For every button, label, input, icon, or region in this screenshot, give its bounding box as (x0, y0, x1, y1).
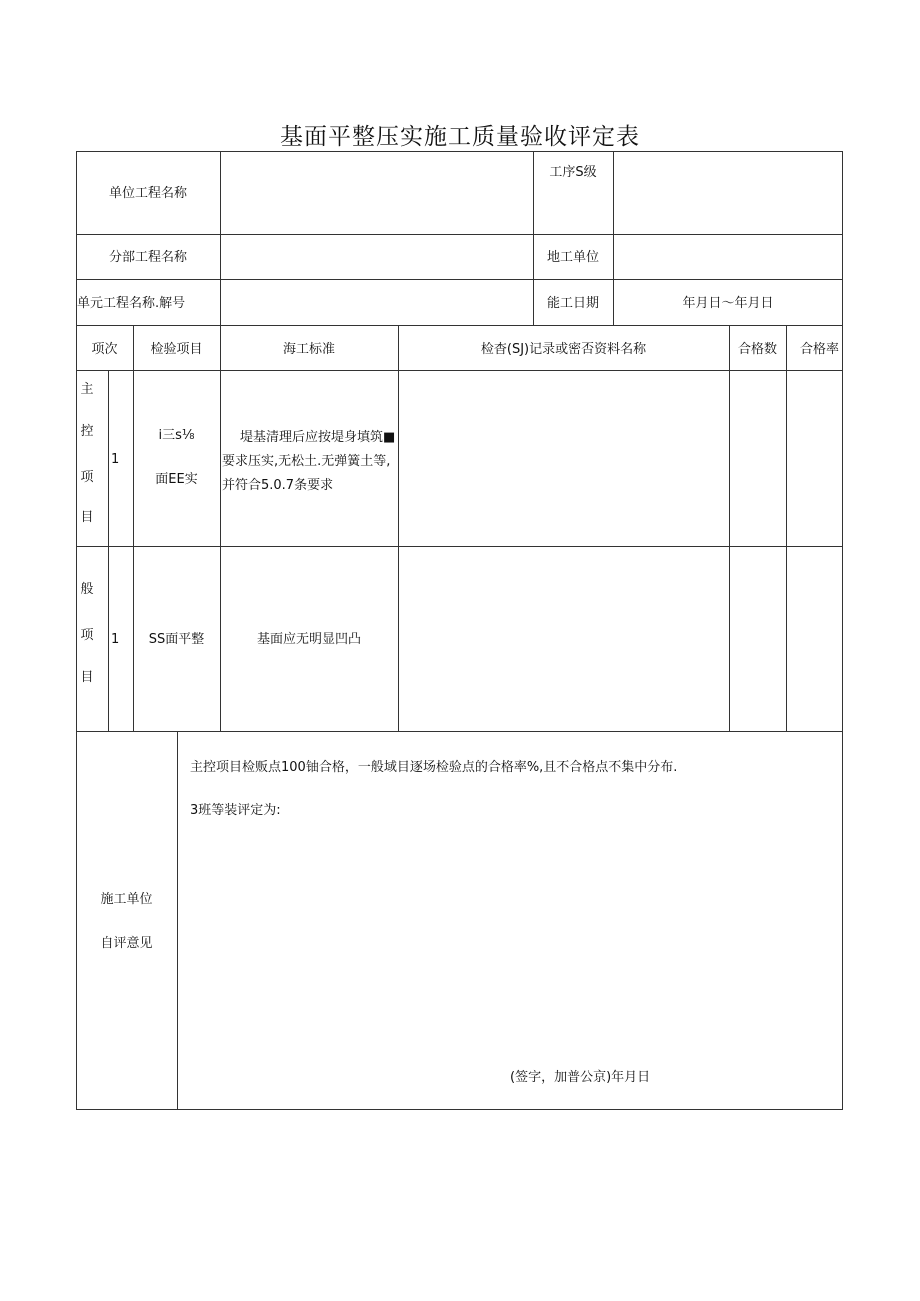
col-divider (220, 325, 221, 731)
construction-date-value: 年月日〜年月日 (682, 296, 774, 311)
self-assessment-text-line2: 3班等装评定为: (190, 803, 281, 818)
col-item-no: 项次 (91, 342, 118, 357)
main-control-char: 主 (80, 382, 94, 397)
main-control-char: 控 (80, 424, 94, 439)
row-divider (76, 279, 843, 280)
general-number: 1 (111, 632, 120, 647)
col-divider (220, 151, 221, 325)
main-control-number: 1 (111, 452, 120, 467)
general-standard: 基面应无明显凹凸 (256, 632, 361, 647)
main-control-item-line2: 面EE实 (155, 472, 198, 487)
main-control-char: 目 (80, 510, 94, 525)
unit-project-label: 单位工程名称 (108, 186, 187, 201)
construction-date-label: 能工日期 (546, 296, 599, 311)
col-record: 检杳(SJ)记录或密否资料名称 (480, 342, 647, 357)
general-item: SS面平整 (148, 632, 205, 647)
construction-unit-label: 地工单位 (546, 250, 599, 265)
row-divider (76, 731, 843, 732)
main-control-char: 项 (80, 470, 94, 485)
col-divider (398, 325, 399, 731)
col-inspection-item: 检验项目 (150, 342, 203, 357)
row-divider (76, 546, 843, 547)
page-title: 基面平整压实施工质量验收评定表 (280, 124, 640, 150)
col-quality-standard: 海工标准 (282, 342, 335, 357)
col-divider (729, 325, 730, 731)
main-control-standard-line2: 要求压实,无松土.无弹簧土等, (222, 454, 391, 469)
col-divider (133, 325, 134, 731)
main-control-item-line1: i三s⅛ (158, 428, 195, 443)
self-assessment-text-line1: 主控项目检贩点100铀合格，一般域目逐场检验点的合格率%,且不合格点不集中分布. (190, 760, 678, 775)
process-level-label: 工序S级 (549, 165, 597, 180)
col-pass-rate: 合格率 (800, 342, 840, 357)
row-divider (76, 325, 843, 326)
general-char: 目 (80, 670, 94, 685)
self-assessment-label-line2: 自评意见 (100, 936, 153, 951)
col-divider (108, 370, 109, 731)
general-char: 般 (80, 582, 94, 597)
general-char: 项 (80, 628, 94, 643)
row-divider (76, 234, 843, 235)
element-project-label: 单元工程名称.解号 (77, 296, 186, 311)
main-control-standard-line1: 堤基清理后应按堤身填筑■ (240, 430, 396, 445)
col-pass-count: 合格数 (737, 342, 777, 357)
form-table (76, 151, 843, 1110)
col-divider (177, 731, 178, 1110)
main-control-standard-line3: 并符合5.0.7条要求 (222, 478, 334, 493)
signature-line: (签字，加普公京)年月日 (510, 1070, 651, 1085)
col-divider (786, 325, 787, 731)
sub-project-label: 分部工程名称 (108, 250, 187, 265)
self-assessment-label-line1: 施工单位 (100, 892, 153, 907)
row-divider (76, 370, 843, 371)
